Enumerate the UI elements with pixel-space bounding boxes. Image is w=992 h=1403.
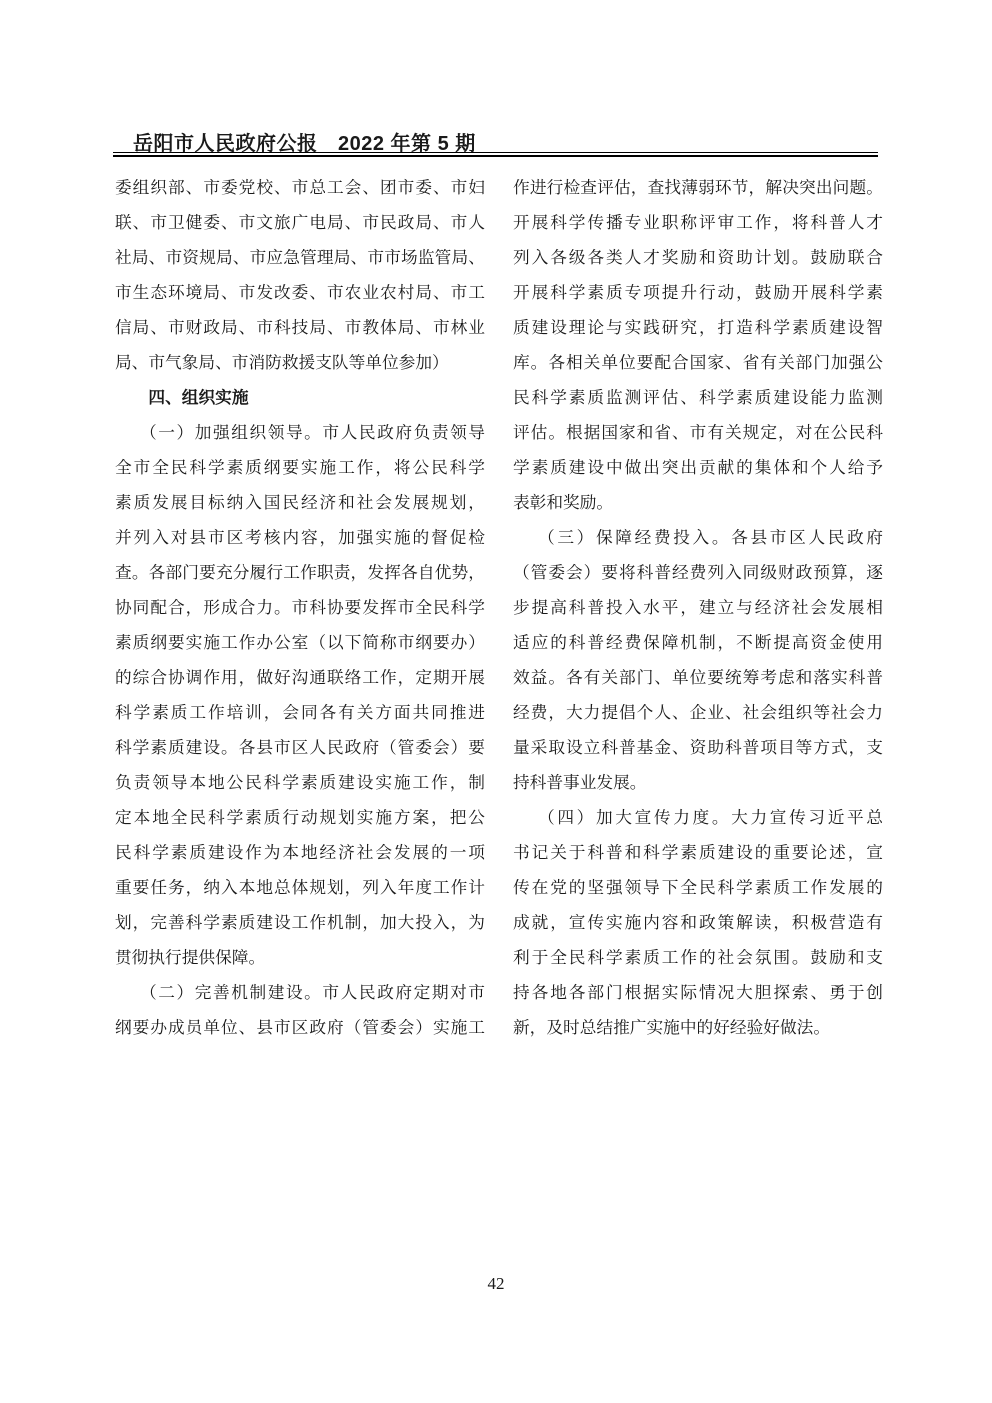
gazette-header-title: 岳阳市人民政府公报 2022 年第 5 期 <box>133 133 476 155</box>
text-line: 书记关于科普和科学素质建设的重要论述，宣 <box>513 843 883 862</box>
text-line: 划，完善科学素质建设工作机制，加大投入，为 <box>115 913 485 932</box>
text-line: 信局、市财政局、市科技局、市教体局、市林业 <box>115 318 485 337</box>
text-line: （一）加强组织领导。市人民政府负责领导 <box>140 423 485 442</box>
text-line: 市生态环境局、市发改委、市农业农村局、市工 <box>115 283 485 302</box>
text-line: 新，及时总结推广实施中的好经验好做法。 <box>513 1018 831 1037</box>
page-number: 42 <box>487 1274 505 1293</box>
text-line: 纲要办成员单位、县市区政府（管委会）实施工 <box>115 1018 485 1037</box>
text-line: 贯彻执行提供保障。 <box>115 948 266 967</box>
text-line: 质建设理论与实践研究，打造科学素质建设智 <box>513 318 883 337</box>
text-line: 协同配合，形成合力。市科协要发挥市全民科学 <box>115 598 485 617</box>
text-line: 量采取设立科普基金、资助科普项目等方式，支 <box>513 738 883 757</box>
text-line: 表彰和奖励。 <box>513 493 614 512</box>
text-line: 持各地各部门根据实际情况大胆探索、勇于创 <box>513 983 883 1002</box>
text-line: 步提高科普投入水平，建立与经济社会发展相 <box>513 598 883 617</box>
text-line: 素质发展目标纳入国民经济和社会发展规划， <box>115 493 485 512</box>
text-line: 民科学素质监测评估、科学素质建设能力监测 <box>513 388 883 407</box>
text-line: 负责领导本地公民科学素质建设实施工作，制 <box>115 773 485 792</box>
text-line: （三）保障经费投入。各县市区人民政府 <box>538 528 883 547</box>
text-line: 委组织部、市委党校、市总工会、团市委、市妇 <box>115 178 485 197</box>
text-line: （管委会）要将科普经费列入同级财政预算，逐 <box>513 563 883 582</box>
text-line: （二）完善机制建设。市人民政府定期对市 <box>140 983 485 1002</box>
header-rule <box>113 152 878 157</box>
text-line: 查。各部门要充分履行工作职责，发挥各自优势， <box>115 563 485 582</box>
text-line: 素质纲要实施工作办公室（以下简称市纲要办） <box>115 633 485 652</box>
text-line: 科学素质建设。各县市区人民政府（管委会）要 <box>115 738 485 757</box>
left-column <box>115 170 485 1045</box>
text-line: 适应的科普经费保障机制，不断提高资金使用 <box>513 633 883 652</box>
text-line: 传在党的坚强领导下全民科学素质工作发展的 <box>513 878 883 897</box>
text-line: 开展科学素质专项提升行动，鼓励开展科学素 <box>513 283 883 302</box>
text-line: 全市全民科学素质纲要实施工作，将公民科学 <box>115 458 485 477</box>
text-line: 社局、市资规局、市应急管理局、市市场监管局、 <box>115 248 485 267</box>
text-line: （四）加大宣传力度。大力宣传习近平总 <box>538 808 883 827</box>
text-line: 评估。根据国家和省、市有关规定，对在公民科 <box>513 423 883 442</box>
text-line: 联、市卫健委、市文旅广电局、市民政局、市人 <box>115 213 485 232</box>
text-line: 定本地全民科学素质行动规划实施方案，把公 <box>115 808 485 827</box>
text-line: 库。各相关单位要配合国家、省有关部门加强公 <box>513 353 883 372</box>
text-line: 开展科学传播专业职称评审工作，将科普人才 <box>513 213 883 232</box>
text-line: 持科普事业发展。 <box>513 773 647 792</box>
text-line: 利于全民科学素质工作的社会氛围。鼓励和支 <box>513 948 883 967</box>
text-line: 并列入对县市区考核内容，加强实施的督促检 <box>115 528 485 547</box>
text-line: 经费，大力提倡个人、企业、社会组织等社会力 <box>513 703 883 722</box>
text-line: 科学素质工作培训，会同各有关方面共同推进 <box>115 703 485 722</box>
text-line: 重要任务，纳入本地总体规划，列入年度工作计 <box>115 878 485 897</box>
text-line: 民科学素质建设作为本地经济社会发展的一项 <box>115 843 485 862</box>
section-heading: 四、组织实施 <box>148 388 249 407</box>
text-line: 效益。各有关部门、单位要统筹考虑和落实科普 <box>513 668 883 687</box>
text-line: 成就，宣传实施内容和政策解读，积极营造有 <box>513 913 883 932</box>
right-column <box>513 170 883 1045</box>
text-line: 局、市气象局、市消防救援支队等单位参加） <box>115 353 449 372</box>
text-line: 的综合协调作用，做好沟通联络工作，定期开展 <box>115 668 485 687</box>
text-line: 学素质建设中做出突出贡献的集体和个人给予 <box>513 458 883 477</box>
text-line: 列入各级各类人才奖励和资助计划。鼓励联合 <box>513 248 883 267</box>
text-line: 作进行检查评估，查找薄弱环节，解决突出问题。 <box>513 178 883 197</box>
